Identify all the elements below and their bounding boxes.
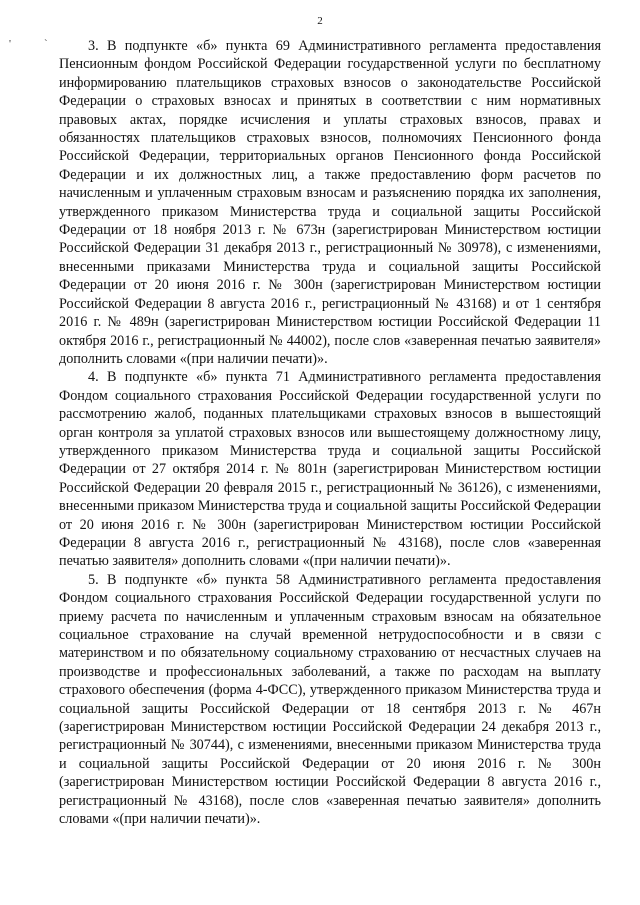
document-body bbox=[59, 37, 601, 828]
paragraph-item-4: 4. В подпункте «б» пункта 71 Административного регламента предоставления Фондом социального страхования Российской Федерации государственной услуги по рассмотрению жалоб, поданных плательщиками страховых взносов в вышестоящий орган контроля за уплатой страховых взносов или вышестоящему должностному лицу, утвержденного приказом Министерства труда и социальной защиты Российской Федерации от 27 октября 2014 г. № 801н (зарегистрирован Министерством юстиции Российской Федерации 20 февраля 2015 г., регистрационный № 36126), с изменениями, внесенными приказом Министерства труда и социальной защиты Российской Федерации от 20 июня 2016 г. № 300н (зарегистрирован Министерством юстиции Российской Федерации 8 августа 2016 г., регистрационный № 43168), после слов «заверенная печатью заявителя» дополнить словами «(при наличии печати)». bbox=[59, 369, 601, 570]
page-number: 2 bbox=[317, 15, 323, 27]
margin-mark: ' bbox=[9, 38, 11, 50]
paragraph-item-3: 3. В подпункте «б» пункта 69 Административного регламента предоставления Пенсионным фондом Российской Федерации государственной услуги по бесплатному информированию плательщиков страховых взносов о законодательстве Российской Федерации о страховых взносах и принятых в соответствии с ним нормативных правовых актах, порядке исчисления и уплаты страховых взносов, правах и обязанностях плательщиков страховых взносов, полномочиях Пенсионного фонда Российской Федерации, территориальных органов Пенсионного фонда Российской Федерации и их должностных лиц, а также предоставлению форм расчетов по начисленным и уплаченным страховым взносам и разъяснению порядка их заполнения, утвержденного приказом Министерства труда и социальной защиты Российской Федерации от 18 ноября 2013 г. № 673н (зарегистрирован Министерством юстиции Российской Федерации 31 декабря 2013 г., регистрационный № 30978), с изменениями, внесенными приказами Министерства труда и социальной защиты Российской Федерации от 20 июня 2016 г. № 300н (зарегистрирован Министерством юстиции Российской Федерации 8 августа 2016 г., регистрационный № 43168) и от 1 сентября 2016 г. № 489н (зарегистрирован Министерством юстиции Российской Федерации 11 октября 2016 г., регистрационный № 44002), после слов «заверенная печатью заявителя» дополнить словами «(при наличии печати)». bbox=[59, 38, 601, 367]
margin-mark: ` bbox=[44, 38, 48, 50]
paragraph-item-5: 5. В подпункте «б» пункта 58 Административного регламента предоставления Фондом социального страхования Российской Федерации государственной услуги по приему расчета по начисленным и уплаченным страховым взносам на обязательное социальное страхование на случай временной нетрудоспособности и в связи с материнством и по обязательному социальному страхованию от несчастных случаев на производстве и профессиональных заболеваний, а также по расходам на выплату страхового обеспечения (форма 4-ФСС), утвержденного приказом Министерства труда и социальной защиты Российской Федерации от 18 сентября 2013 г. № 467н (зарегистрирован Министерством юстиции Российской Федерации 24 декабря 2013 г., регистрационный № 30744), с изменениями, внесенными приказом Министерства труда и социальной защиты Российской Федерации от 20 июня 2016 г. № 300н (зарегистрирован Министерством юстиции Российской Федерации 8 августа 2016 г., регистрационный № 43168), после слов «заверенная печатью заявителя» дополнить словами «(при наличии печати)». bbox=[59, 571, 601, 828]
